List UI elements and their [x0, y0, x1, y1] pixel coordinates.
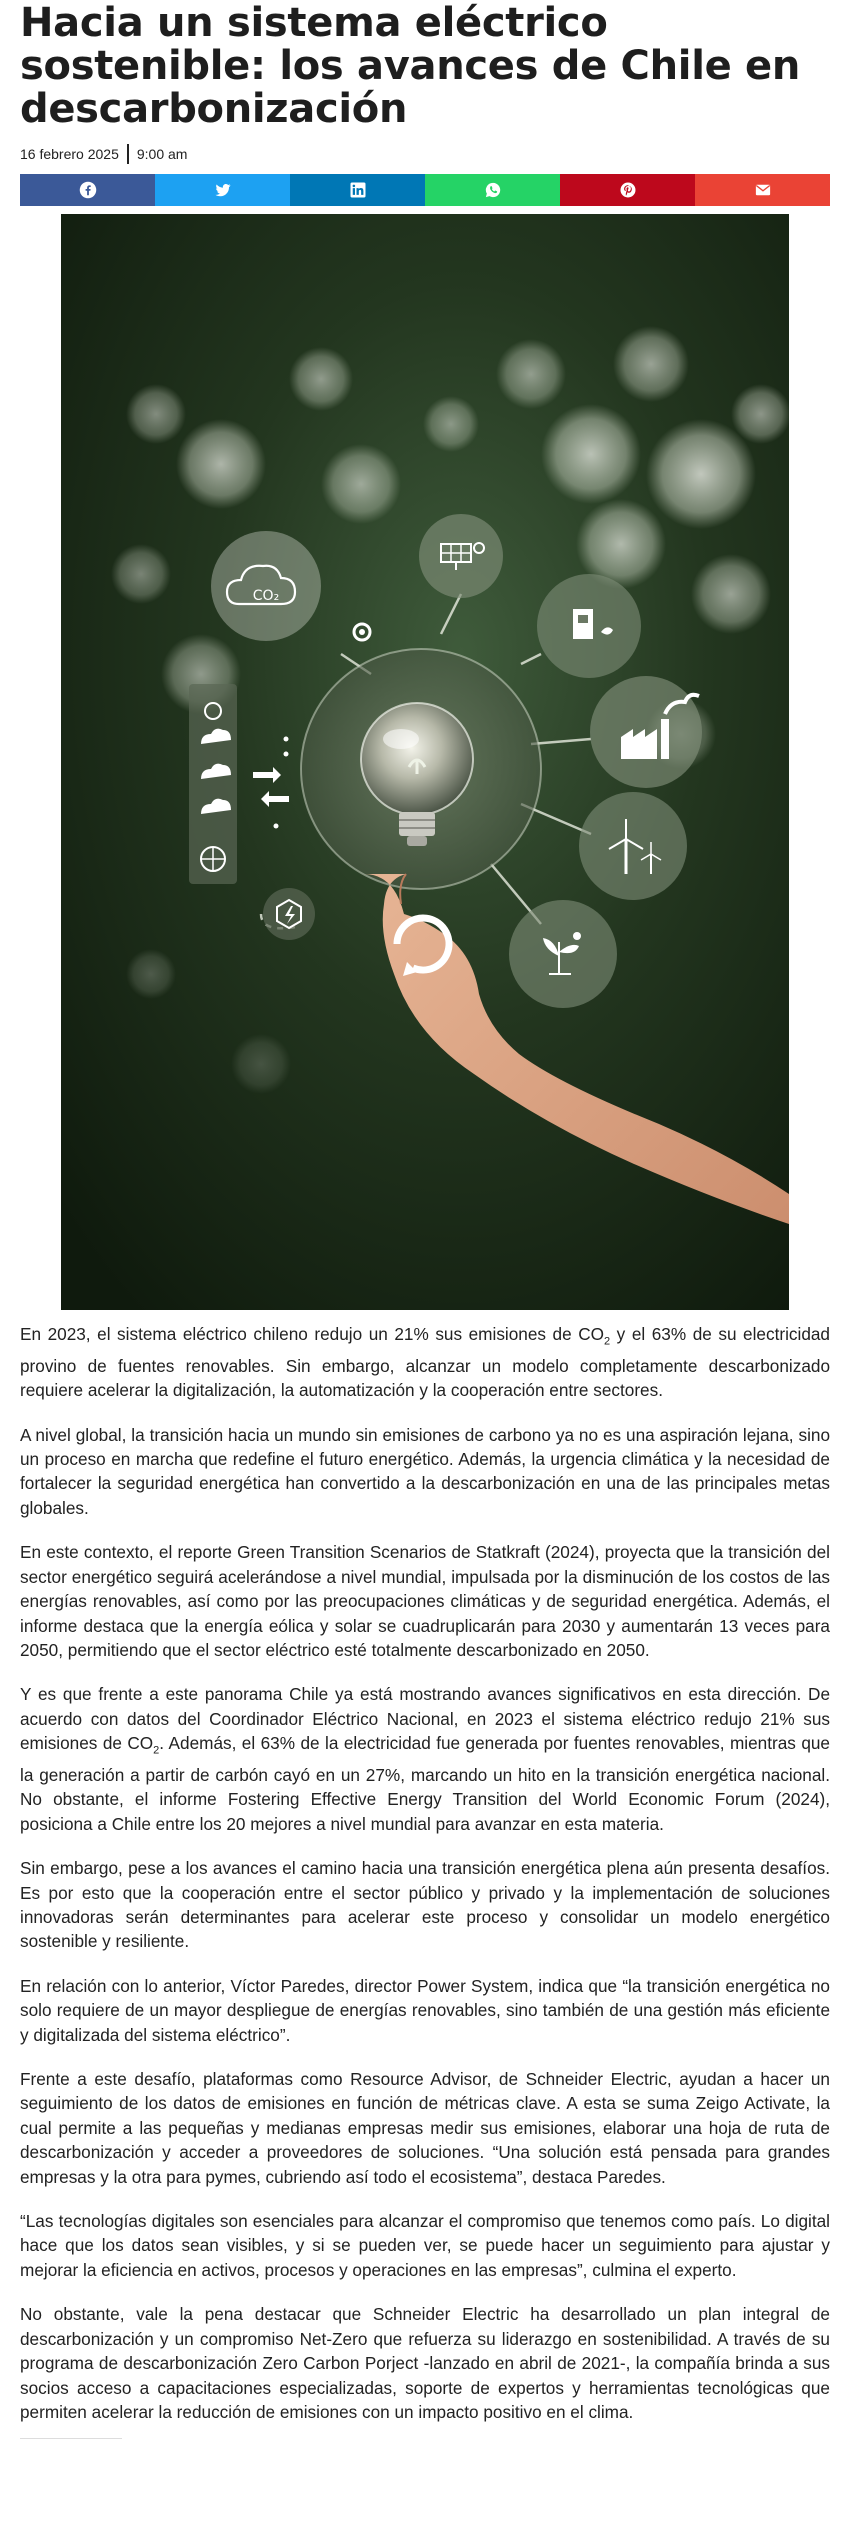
hand-holding-lightbulb-illustration: [61, 214, 789, 1310]
charging-station-icon: [537, 574, 641, 678]
facebook-icon: [79, 181, 97, 199]
share-email-button[interactable]: [695, 174, 830, 206]
article-paragraph: No obstante, vale la pena destacar que Schneider Electric ha desarrollado un plan integral de descarbonización y un compromiso Net-Zero que refuerza su liderazgo en sostenibilidad. A través de su programa de descarbonización Zero Carbon Porject -lanzado en abril de 2021-, la compañía brinda a sus socios acceso a capacitaciones especializadas, soporte de expertos y herramientas tecnológicas que permiten acelerar la reducción de emisiones con un impacto positivo en el clima.: [20, 2304, 830, 2422]
share-facebook-button[interactable]: [20, 174, 155, 206]
twitter-icon: [214, 181, 232, 199]
article-body: [20, 1322, 830, 2424]
article-time: 9:00 am: [136, 146, 188, 162]
solar-panel-icon: [419, 514, 503, 598]
share-twitter-button[interactable]: [155, 174, 290, 206]
article-paragraph: En relación con lo anterior, Víctor Paredes, director Power System, indica que “la transición energética no solo requiere de un mayor despliegue de energías renovables, sino también de una gestión más eficiente y digitalizada del sistema eléctrico”.: [20, 1975, 830, 2045]
article-paragraph: Sin embargo, pese a los avances el camino hacia una transición energética plena aún presenta desafíos. Es por esto que la cooperación entre el sector público y privado y la implementación de soluciones innovadoras serán determinantes para acelerar este proceso y consolidar un modelo energético sostenible y resiliente.: [20, 1858, 830, 1952]
share-whatsapp-button[interactable]: [425, 174, 560, 206]
plant-icon: [509, 900, 617, 1008]
article-paragraph: En este contexto, el reporte Green Transition Scenarios de Statkraft (2024), proyecta que la transición del sector energético seguirá acelerándose a nivel mundial, impulsada por la disminución de los costos de las energías renovables, así como por las preocupaciones climáticas y de seguridad energética. Además, el informe destaca que la energía eólica y solar se cuadruplicarán para 2030 y aumentarán 13 veces para 2050, permitiendo que el sector eléctrico esté totalmente descarbonizado en 2050.: [20, 1542, 830, 1660]
factory-icon: [590, 676, 702, 788]
article-paragraph: Y es que frente a este panorama Chile ya está mostrando avances significativos en esta dirección. De acuerdo con datos del Coordinador Eléctrico Nacional, en 2023 el sistema eléctrico redujo 21% sus emisiones de $CO_2$. Además, el 63% de la electricidad fue generada por fuentes renovables, mientras que la generación a partir de carbón cayó en un 27%, marcando un hito en la transición energética nacional. No obstante, el informe Fostering Effective Energy Transition del World Economic Forum (2024), posiciona a Chile entre los 20 mejores a nivel mundial para avanzar en esta materia.: [20, 1684, 830, 1834]
article-paragraph: “Las tecnologías digitales son esenciales para alcanzar el compromiso que tenemos como país. Lo digital hace que los datos sean visibles, y si se pueden ver, se puede hacer un seguimiento para ajustar y mejorar la eficiencia en activos, procesos y operaciones en las empresas”, culmina el experto.: [20, 2211, 830, 2280]
co2-label: CO₂: [252, 588, 280, 604]
lightning-hexagon-icon: [263, 888, 315, 940]
article-date: 16 febrero 2025: [20, 146, 119, 162]
share-linkedin-button[interactable]: [290, 174, 425, 206]
linkedin-icon: [349, 181, 367, 199]
hero-image: [61, 214, 789, 1310]
wind-turbine-icon: [579, 792, 687, 900]
pinterest-icon: [619, 181, 637, 199]
share-bar: [20, 174, 830, 206]
whatsapp-icon: [484, 181, 502, 199]
article-paragraph: A nivel global, la transición hacia un mundo sin emisiones de carbono ya no es una aspiración lejana, sino un proceso en marcha que redefine el futuro energético. Además, la urgencia climática y la necesidad de fortalecer la seguridad energética han convertido a la descarbonización en una de las principales metas globales.: [20, 1424, 830, 1518]
email-icon: [754, 181, 772, 199]
meta-divider: [127, 144, 129, 164]
co2-cloud-icon: [211, 531, 321, 641]
article-meta: [20, 144, 830, 164]
weather-icons-panel: [189, 684, 237, 884]
share-pinterest-button[interactable]: [560, 174, 695, 206]
article-paragraph: En 2023, el sistema eléctrico chileno redujo un 21% sus emisiones de $CO_2$ y el 63% de su electricidad provino de fuentes renovables. Sin embargo, alcanzar un modelo completamente descarbonizado requiere acelerar la digitalización, la automatización y la cooperación entre sectores.: [20, 1324, 830, 1401]
article-title: Hacia un sistema eléctrico sostenible: los avances de Chile en descarbonización: [20, 0, 801, 132]
article-paragraph: Frente a este desafío, plataformas como Resource Advisor, de Schneider Electric, ayudan a hacer un seguimiento de los datos de emisiones en función de métricas clave. A esta se suma Zeigo Activate, la cual permite a las pequeñas y medianas empresas medir sus emisiones, elaborar una hoja de ruta de descarbonización y acceder a proveedores de soluciones. “Una solución está pensada para grandes empresas y la otra para pymes, cubriendo así todo el ecosistema”, destaca Paredes.: [20, 2069, 830, 2187]
footer-divider: [20, 2438, 122, 2439]
